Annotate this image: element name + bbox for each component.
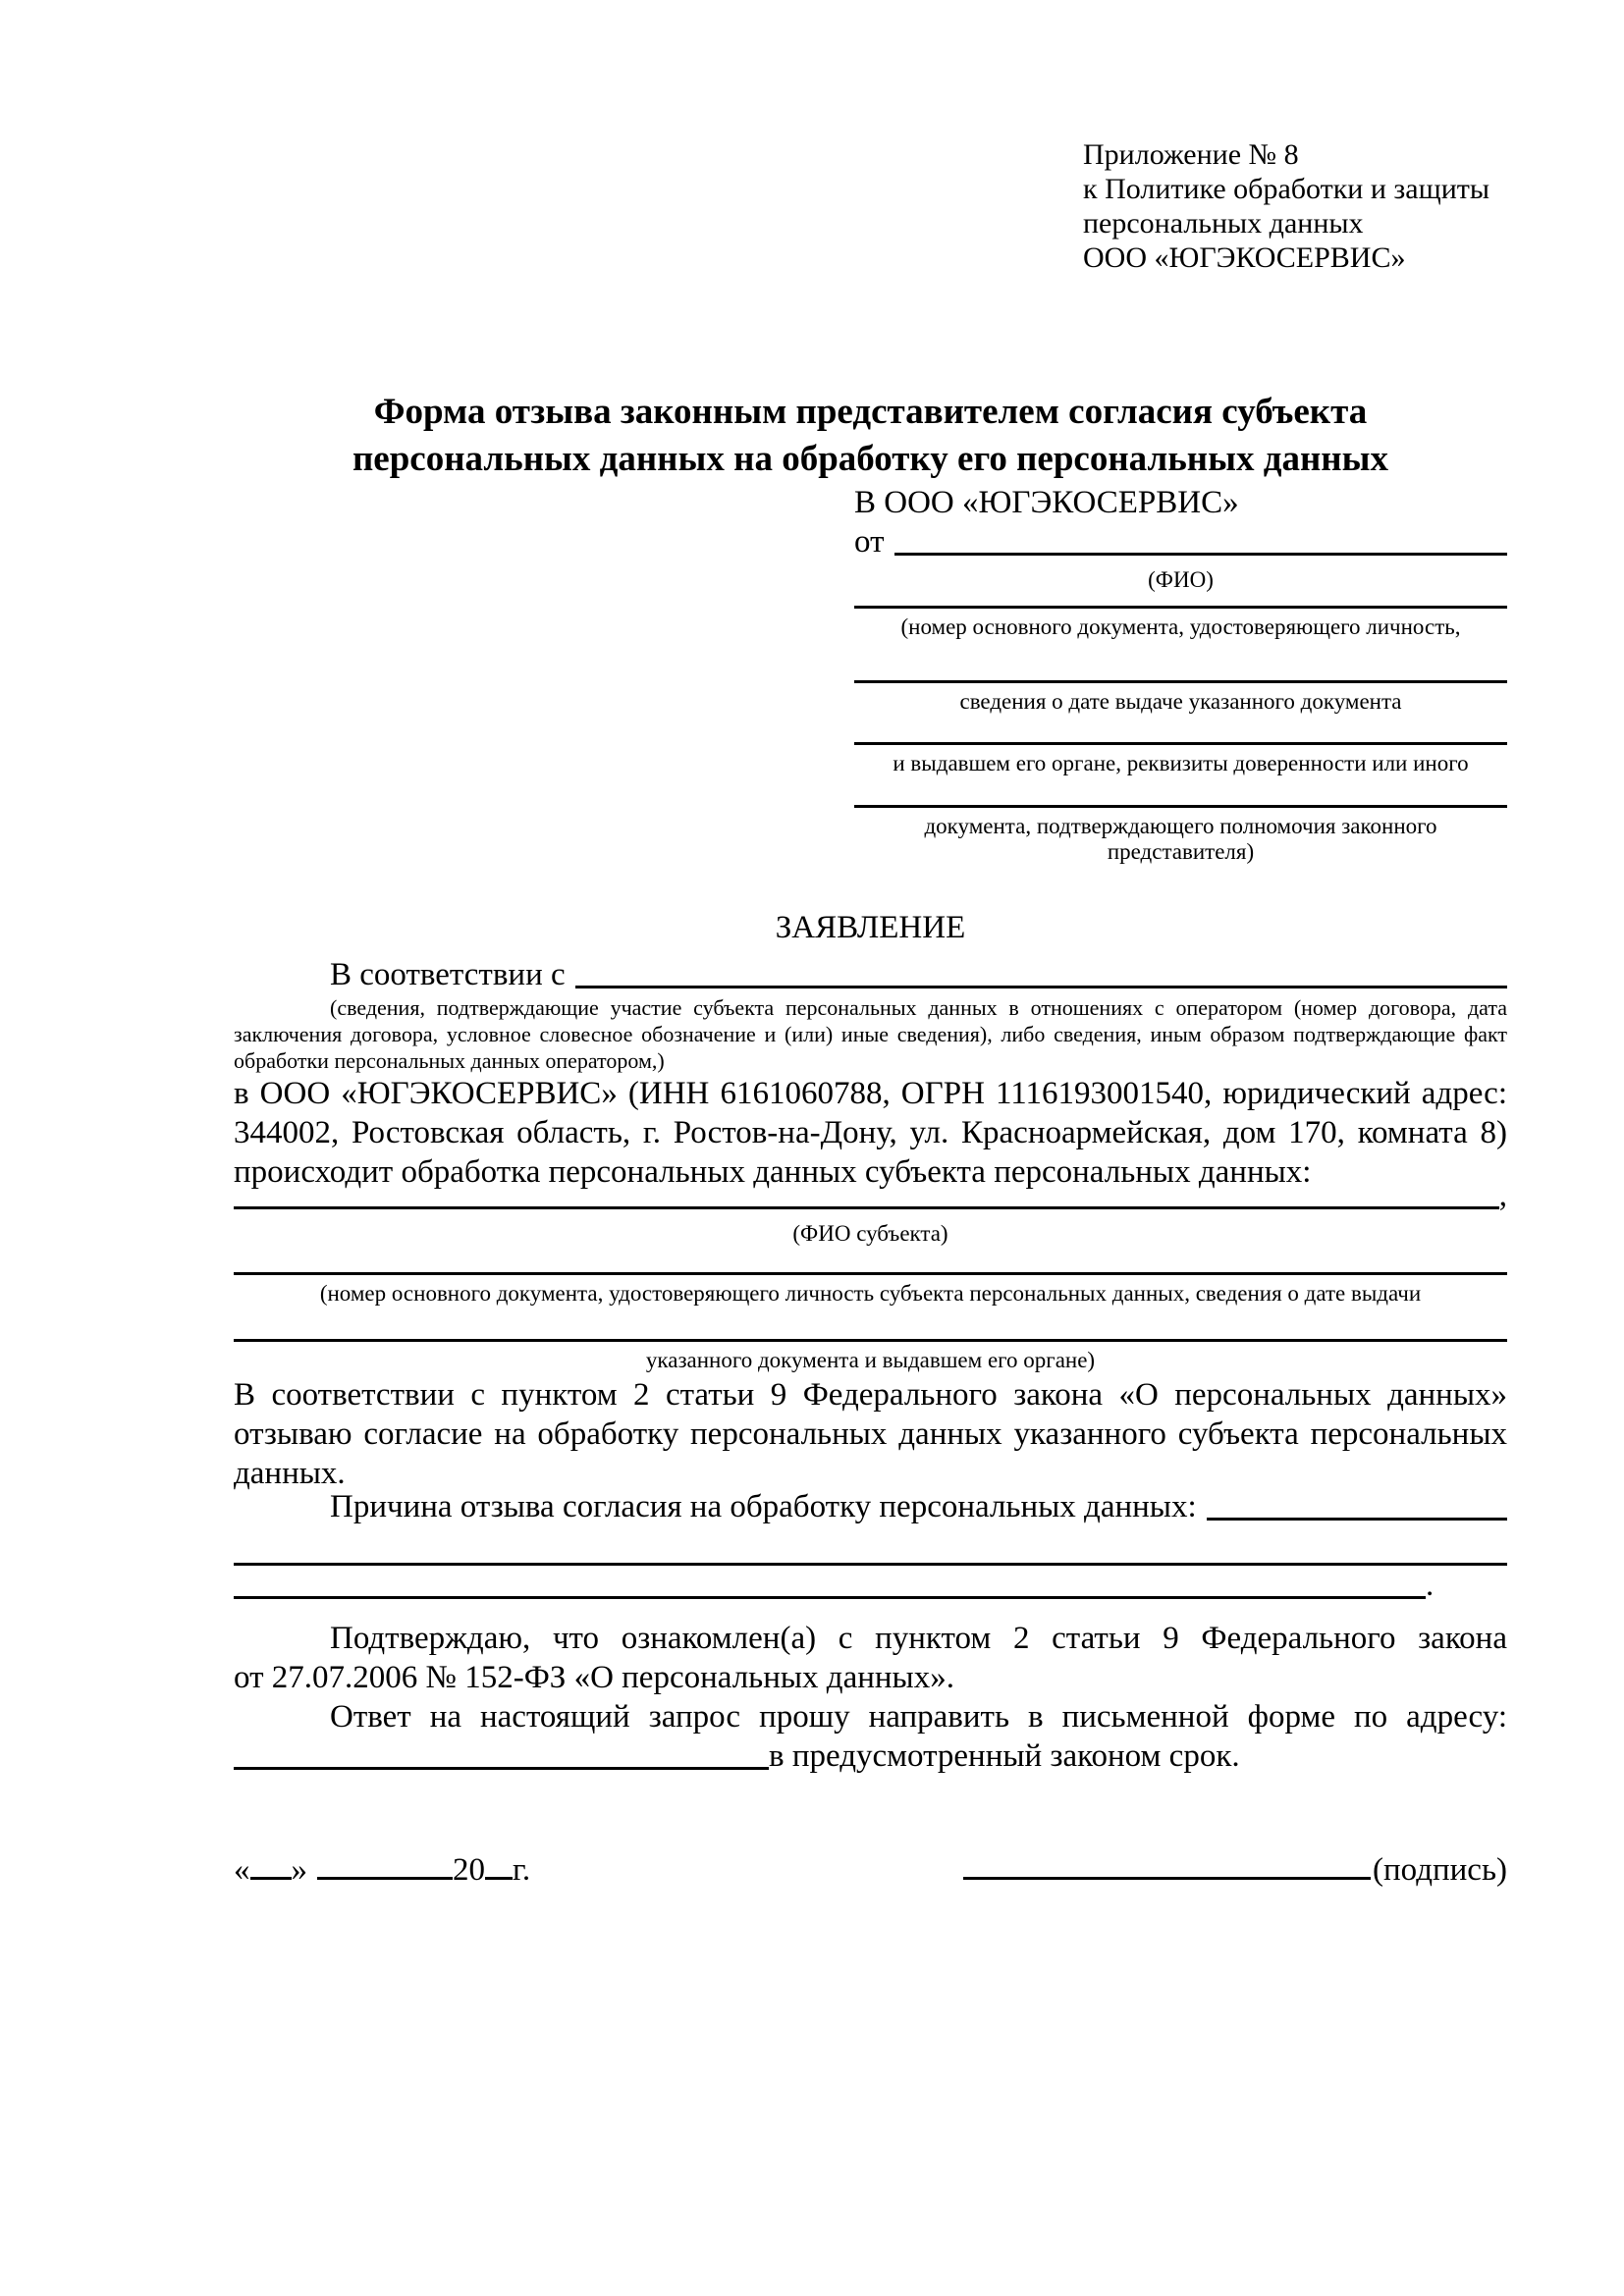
paragraph-line: Ответ на настоящий запрос прошу направить в письменной форме по адресу: (330, 1699, 1507, 1735)
fine-print-line: заключения договора, условное словесное обозначение и (или) иные сведения), либо сведения, иным образом подтверждающие факт (234, 1022, 1507, 1046)
paragraph-line: Подтверждаю, что ознакомлен(а) с пунктом 2 статьи 9 Федерального закона (330, 1621, 1507, 1656)
subject-document-caption-2: указанного документа и выдавшем его органе) (645, 1348, 1096, 1372)
issue-date-caption: сведения о дате выдаче указанного документа (959, 689, 1402, 714)
paragraph-line: от 27.07.2006 № 152-ФЗ «О персональных данных». (234, 1660, 954, 1695)
quote-close: » (291, 1852, 307, 1888)
year-blank-line (485, 1846, 513, 1880)
fio-caption: (ФИО) (1148, 567, 1214, 592)
signature-caption: (подпись) (1373, 1852, 1507, 1888)
document-title (234, 389, 1507, 483)
paragraph-line: В соответствии с пунктом 2 статьи 9 Федерального закона «О персональных данных» (234, 1377, 1507, 1413)
statement-heading: ЗАЯВЛЕНИЕ (775, 910, 966, 945)
date-field (234, 1846, 530, 1890)
reason-field (234, 1487, 1507, 1526)
quote-open: « (234, 1852, 250, 1888)
appendix-header (234, 137, 1507, 275)
blank-field-line (234, 1272, 1507, 1275)
appendix-line: к Политике обработки и защиты (1083, 173, 1490, 205)
reason-blank-line (1207, 1518, 1507, 1521)
fine-print (234, 994, 1507, 1074)
paragraph-line: происходит обработка персональных данных субъекта персональных данных: (234, 1154, 1312, 1190)
paragraph-line: в ООО «ЮГЭКОСЕРВИС» (ИНН 6161060788, ОГРН 1116193001540, юридический адрес: (234, 1076, 1507, 1111)
appendix-line: Приложение № 8 (1083, 138, 1299, 171)
document-title-line: Форма отзыва законным представителем согласия субъекта (373, 392, 1368, 432)
subject-fio-caption: (ФИО субъекта) (792, 1221, 948, 1246)
year-prefix: 20 (453, 1852, 485, 1888)
reason-write-in-line-2 (234, 1566, 1507, 1605)
document-title-line: персональных данных на обработку его персональных данных (352, 439, 1388, 479)
blank-field-line (854, 680, 1507, 683)
footer-row (234, 1846, 1507, 1890)
subject-document-caption: (номер основного документа, удостоверяющего личность субъекта персональных данных, сведения о дате выдачи (319, 1281, 1422, 1306)
document-number-caption: (номер основного документа, удостоверяющего личность, (900, 614, 1461, 639)
from-blank-line (894, 553, 1508, 556)
representative-authority-caption: документа, подтверждающего полномочия законного представителя) (924, 814, 1437, 864)
paragraph-line: отзываю согласие на обработку персональных данных указанного субъекта персональных (234, 1416, 1507, 1452)
month-blank-line (317, 1846, 453, 1880)
blank-field-line (234, 1339, 1507, 1342)
reply-address-field (234, 1736, 1507, 1776)
comma-suffix: , (1498, 1178, 1507, 1213)
subject-fio-blank-line (234, 1206, 1499, 1209)
signature-blank-line (963, 1846, 1371, 1880)
intro-field (234, 955, 1507, 994)
confirm-paragraph (234, 1619, 1507, 1697)
intro-label: В соответствии с (330, 957, 566, 992)
blank-field-line (854, 742, 1507, 745)
issuing-authority-caption: и выдавшем его органе, реквизиты доверенности или иного (893, 751, 1469, 775)
appendix-line: ООО «ЮГЭКОСЕРВИС» (1083, 241, 1406, 274)
intro-blank-line (575, 986, 1507, 988)
day-blank-line (250, 1846, 292, 1880)
reply-suffix: в предусмотренный законом срок. (769, 1738, 1240, 1774)
blank-field-line (234, 1596, 1426, 1599)
reply-paragraph (234, 1697, 1507, 1776)
fine-print-line: (сведения, подтверждающие участие субъекта персональных данных в отношениях с оператором (номер договора, дата (330, 995, 1507, 1020)
signature-field (963, 1846, 1507, 1890)
appendix-line: персональных данных (1083, 207, 1364, 240)
operator-paragraph (234, 1074, 1507, 1192)
reason-label: Причина отзыва согласия на обработку персональных данных: (330, 1489, 1197, 1524)
from-label: от (854, 524, 885, 560)
address-blank-line (234, 1767, 769, 1770)
period-suffix: . (1426, 1568, 1435, 1603)
blank-field-line (854, 606, 1507, 609)
addressee-org: В ООО «ЮГЭКОСЕРВИС» (854, 485, 1239, 520)
paragraph-line: данных. (234, 1456, 346, 1491)
addressee-block (854, 483, 1507, 865)
blank-field-line (854, 805, 1507, 808)
withdraw-paragraph (234, 1375, 1507, 1493)
from-field (854, 522, 1507, 561)
year-suffix: г. (513, 1852, 531, 1888)
fine-print-line: обработки персональных данных оператором,) (234, 1048, 665, 1073)
paragraph-line: 344002, Ростовская область, г. Ростов-на-Дону, ул. Красноармейская, дом 170, комната 8) (234, 1115, 1507, 1150)
